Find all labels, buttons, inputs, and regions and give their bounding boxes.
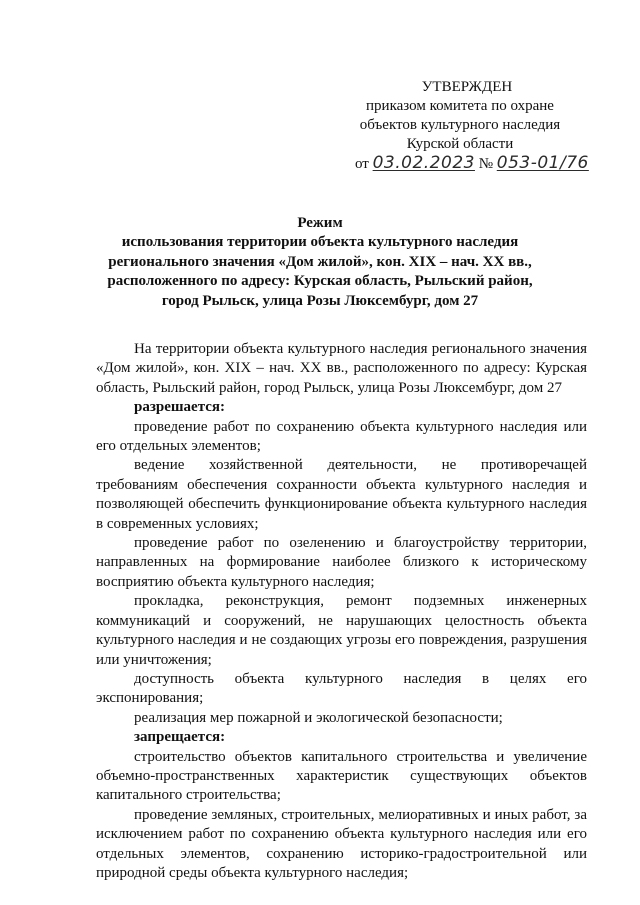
intro-paragraph: На территории объекта культурного наследия регионального значения «Дом жилой», кон. XIX – нач. XX вв., расположенного по адресу: Курская область, Рыльский район, город Рыльск, улица Розы Люксембург, дом 27 [96,341,587,396]
forbidden-heading: запрещается: [134,729,226,746]
allowed-item: реализация мер пожарной и экологической безопасности; [134,709,503,726]
handwritten-date: 03.02.2023 [372,153,475,173]
approval-line-2: объектов культурного наследия [359,117,561,133]
date-prefix: от [355,156,369,172]
title-line-4: город Рыльск, улица Розы Люксембург, дом 27 [161,292,479,309]
title-line-2: регионального значения «Дом жилой», кон. XIX – нач. XX вв., [108,253,532,270]
forbidden-item: проведение земляных, строительных, мелиоративных и иных работ, за исключением работ по сохранению объекта культурного наследия или его отдельных элементов, сохранению историко-градостроительной или природной среды объекта культурного наследия; [96,806,587,881]
approval-line-1: приказом комитета по охране [366,98,554,114]
allowed-heading: разрешается: [134,399,226,416]
handwritten-number: 053-01/76 [496,153,589,173]
document-title [95,214,545,311]
approval-date-line [355,154,590,174]
document-body [96,340,587,883]
allowed-item: прокладка, реконструкция, ремонт подземных инженерных коммуникаций и сооружений, не нарушающих целостность объекта культурного наследия и не создающих угрозы его повреждения, разрушения или уничтожения; [96,593,587,668]
title-heading: Режим [297,215,343,231]
title-line-1: использования территории объекта культурного наследия [121,234,519,251]
title-line-3: расположенного по адресу: Курская область, Рыльский район, [107,273,533,290]
approval-stamp-block [330,78,590,174]
number-sign: № [478,156,494,172]
allowed-item: доступность объекта культурного наследия в целях его экспонирования; [96,670,587,707]
approval-line-3: Курской области [406,136,514,152]
allowed-item: ведение хозяйственной деятельности, не противоречащей требованиям обеспечения сохранности объекта культурного наследия и позволяющей обеспечить функционирование объекта культурного наследия в современных условиях; [96,457,587,532]
allowed-item: проведение работ по сохранению объекта культурного наследия или его отдельных элементов; [96,418,587,455]
forbidden-item: строительство объектов капитального строительства и увеличение объемно-пространственных характеристик существующих объектов капитального строительства; [96,748,587,804]
allowed-item: проведение работ по озеленению и благоустройству территории, направленных на формирование наиболее близкого к историческому восприятию объекта культурного наследия; [96,535,587,590]
approval-status: УТВЕРЖДЕН [421,79,513,95]
